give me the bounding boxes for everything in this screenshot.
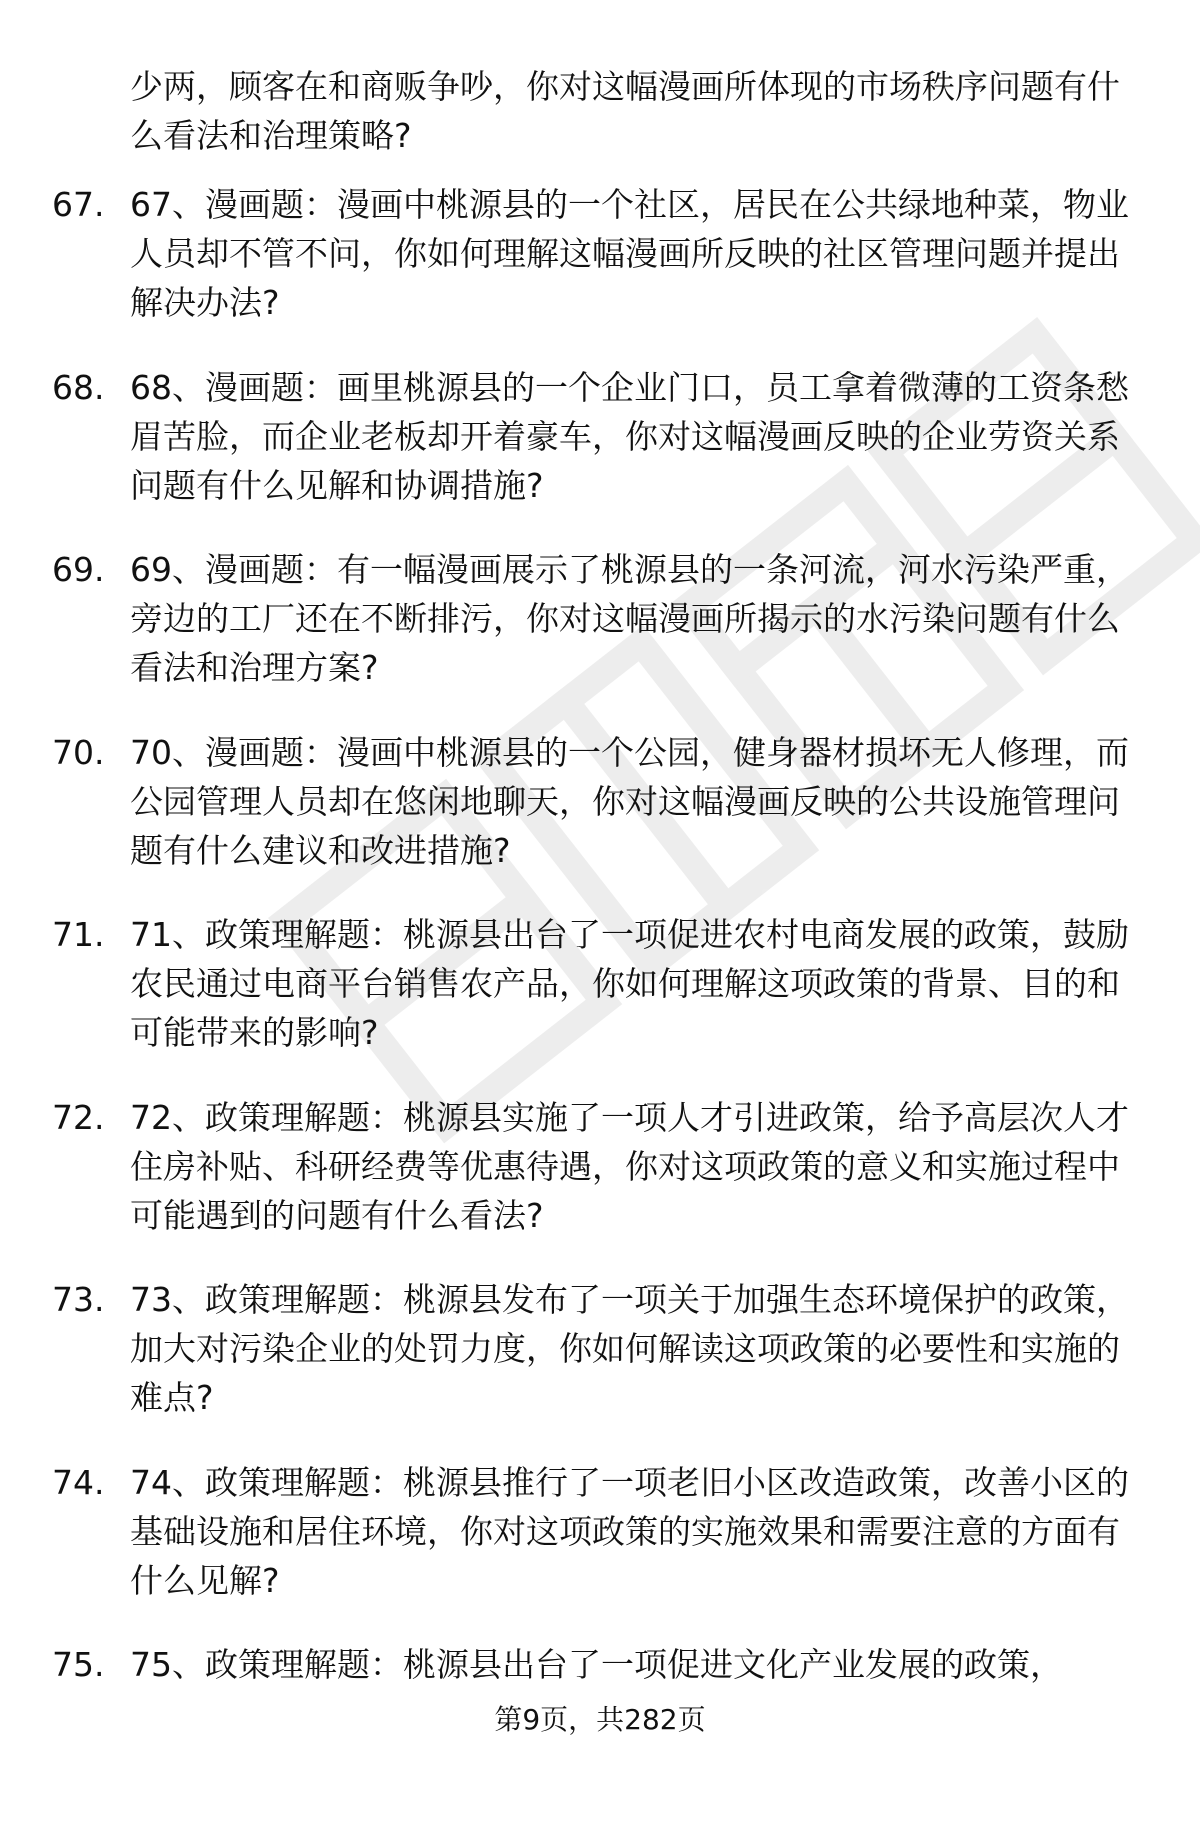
question-text: 74、政策理解题：桃源县推行了一项老旧小区改造政策，改善小区的基础设施和居住环境，你对这项政策的实施效果和需要注意的方面有什么见解? bbox=[130, 1462, 1129, 1600]
question-text: 73、政策理解题：桃源县发布了一项关于加强生态环境保护的政策，加大对污染企业的处罚力度，你如何解读这项政策的必要性和实施的难点? bbox=[130, 1280, 1129, 1417]
question-number: 68. bbox=[52, 367, 105, 407]
question-text: 75、政策理解题：桃源县出台了一项促进文化产业发展的政策， bbox=[130, 1645, 1063, 1684]
question-number: 72. bbox=[52, 1097, 105, 1137]
question-number: 71. bbox=[52, 915, 105, 954]
question-text: 68、漫画题：画里桃源县的一个企业门口，员工拿着微薄的工资条愁眉苦脸，而企业老板却开着豪车，你对这幅漫画反映的企业劳资关系问题有什么见解和协调措施? bbox=[130, 367, 1129, 505]
question-item bbox=[0, 363, 1200, 546]
question-number: 74. bbox=[52, 1462, 105, 1502]
question-text: 67、漫画题：漫画中桃源县的一个社区，居民在公共绿地种菜，物业人员却不管不问，你如何理解这幅漫画所反映的社区管理问题并提出解决办法? bbox=[130, 185, 1129, 322]
question-number: 73. bbox=[52, 1280, 105, 1319]
question-number: 75. bbox=[52, 1645, 105, 1684]
question-item bbox=[0, 1275, 1200, 1458]
question-text: 71、政策理解题：桃源县出台了一项促进农村电商发展的政策，鼓励农民通过电商平台销售农产品，你如何理解这项政策的背景、目的和可能带来的影响? bbox=[130, 915, 1129, 1052]
question-text: 72、政策理解题：桃源县实施了一项人才引进政策，给予高层次人才住房补贴、科研经费等优惠待遇，你对这项政策的意义和实施过程中可能遇到的问题有什么看法? bbox=[130, 1097, 1129, 1235]
question-number: 67. bbox=[52, 185, 105, 224]
question-number: 70. bbox=[52, 732, 105, 772]
question-item bbox=[0, 910, 1200, 1093]
question-text: 70、漫画题：漫画中桃源县的一个公园，健身器材损坏无人修理，而公园管理人员却在悠闲地聊天，你对这幅漫画反映的公共设施管理问题有什么建议和改进措施? bbox=[130, 732, 1129, 870]
question-item bbox=[0, 545, 1200, 728]
question-item bbox=[0, 180, 1200, 363]
question-item bbox=[0, 1458, 1200, 1641]
page-footer: 第9页，共282页 bbox=[494, 1703, 706, 1736]
continued-question-text: 少两，顾客在和商贩争吵，你对这幅漫画所体现的市场秩序问题有什么看法和治理策略? bbox=[130, 67, 1120, 155]
question-text: 69、漫画题：有一幅漫画展示了桃源县的一条河流，河水污染严重，旁边的工厂还在不断排污，你对这幅漫画所揭示的水污染问题有什么看法和治理方案? bbox=[130, 550, 1129, 687]
question-number: 69. bbox=[52, 550, 105, 589]
question-list bbox=[0, 180, 1200, 1823]
question-item bbox=[0, 1093, 1200, 1276]
question-item bbox=[0, 728, 1200, 911]
